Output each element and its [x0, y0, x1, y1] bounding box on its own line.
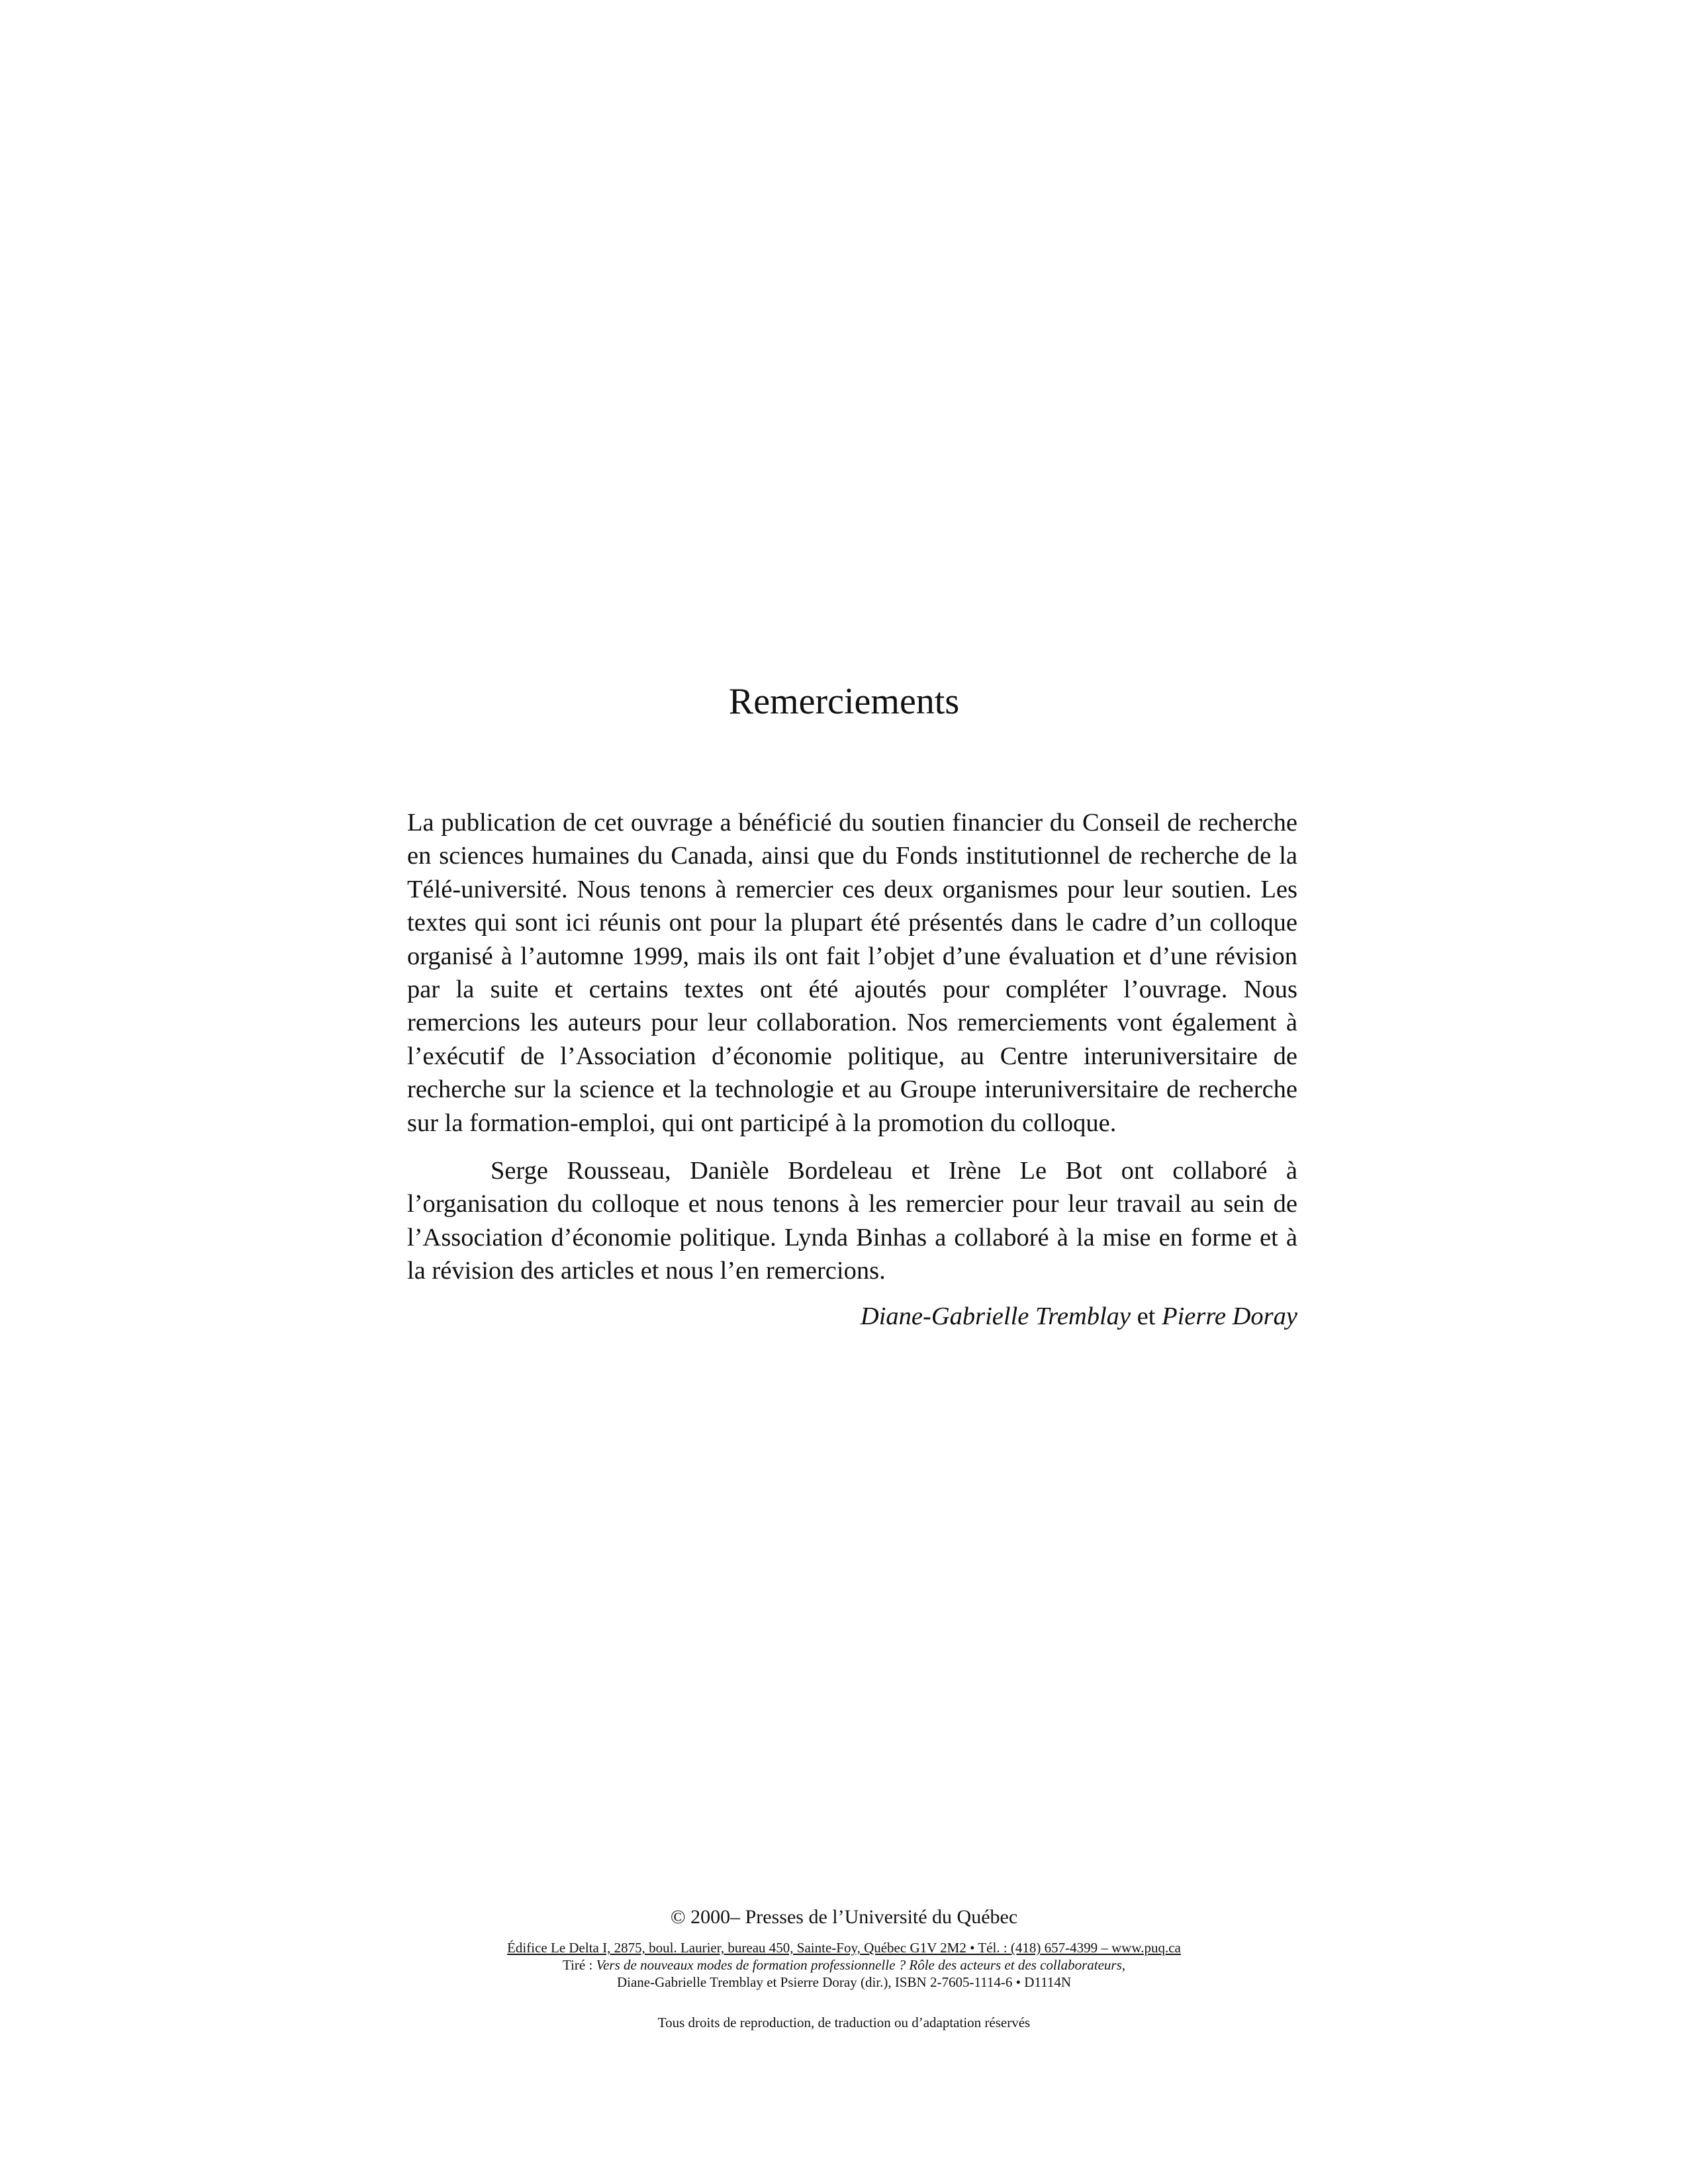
footer-tire-label: Tiré : [563, 1957, 596, 1973]
acknowledgements-body [407, 806, 1297, 1333]
footer-copyright: © 2000– Presses de l’Université du Québec [670, 1906, 1018, 1928]
footer-address: Édifice Le Delta I, 2875, boul. Laurier, bureau 450, Sainte-Foy, Québec G1V 2M2 • Tél. : (418) 657-4399 – www.puq.ca [507, 1940, 1181, 1956]
footer-tire-comma: , [1121, 1957, 1125, 1973]
footer-rights: Tous droits de reproduction, de traduction ou d’adaptation réservés [657, 2015, 1031, 2030]
paragraph-collaborators: Serge Rousseau, Danièle Bordeleau et Irène Le Bot ont collaboré à l’organisation du colloque et nous tenons à les remercier pour leur travail au sein de l’Association d’économie politique. Lynda Binhas a collaboré à la mise en forme et à la révision des articles et nous l’en remercions. [407, 1157, 1297, 1285]
paragraph-funding: La publication de cet ouvrage a bénéficié du soutien financier du Conseil de recherche en sciences humaines du Canada, ainsi que du Fonds institutionnel de recherche de la Télé-université. Nous tenons à remercier ces deux organismes pour leur soutien. Les textes qui sont ici réunis ont pour la plupart été présentés dans le cadre d’un colloque organisé à l’automne 1999, mais ils ont fait l’objet d’une évaluation et d’une révision par la suite et certains textes ont été ajoutés pour compléter l’ouvrage. Nous remercions les auteurs pour leur collaboration. Nos remerciements vont également à l’exécutif de l’Association d’économie politique, au Centre interuniversitaire de recherche sur la science et la technologie et au Groupe interuniversitaire de recherche sur la formation-emploi, qui ont participé à la promotion du colloque. [407, 809, 1297, 1137]
signature-author-2: Pierre Doray [1162, 1302, 1297, 1330]
footer-publisher-block [0, 1939, 1688, 1991]
signature [407, 1300, 1297, 1333]
signature-author-1: Diane-Gabrielle Tremblay [860, 1302, 1131, 1330]
footer-book-title: Vers de nouveaux modes de formation professionnelle ? Rôle des acteurs et des collaborateurs [596, 1957, 1122, 1973]
signature-conjunction: et [1131, 1302, 1162, 1330]
footer-editors-isbn: Diane-Gabrielle Tremblay et Psierre Doray (dir.), ISBN 2-7605-1114-6 • D1114N [616, 1974, 1072, 1990]
footer-tire-line [0, 1956, 1688, 1974]
page-title: Remerciements [728, 681, 960, 722]
